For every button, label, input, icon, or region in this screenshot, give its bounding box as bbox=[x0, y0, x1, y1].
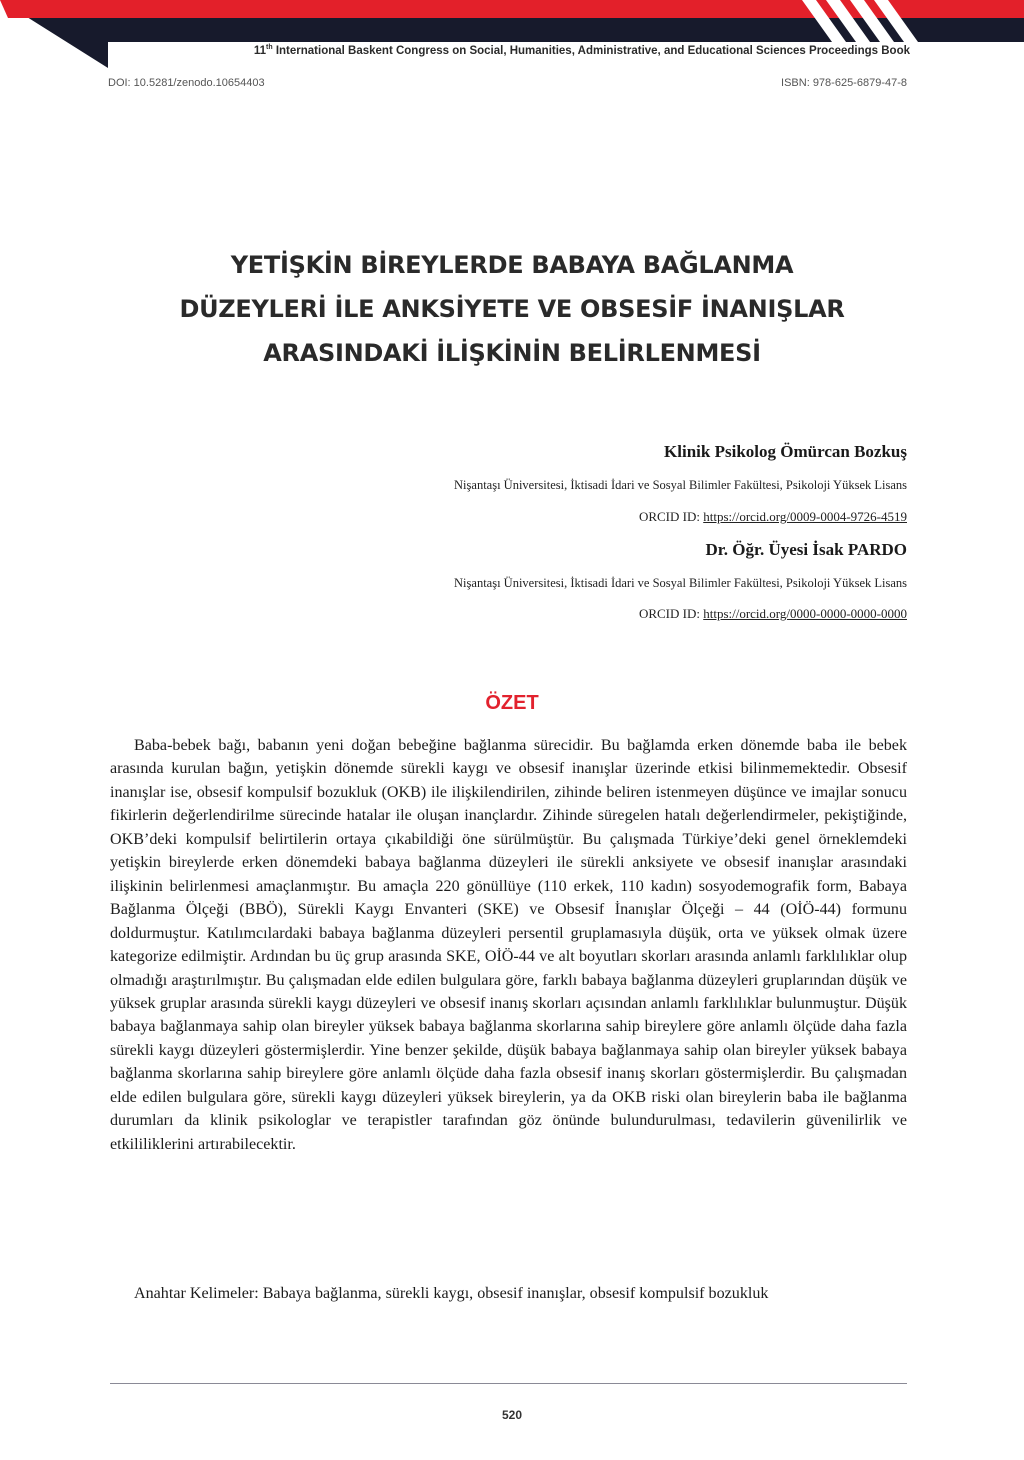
author-2-name: Dr. Öğr. Üyesi İsak PARDO bbox=[705, 540, 907, 559]
author-1-orcid bbox=[639, 509, 907, 525]
footer-divider bbox=[110, 1383, 907, 1384]
author-1-orcid-label: ORCID ID: bbox=[638, 509, 704, 524]
congress-name: International Baskent Congress on Social, Humanities, Administrative, and Educational Sciences Proceedings Book bbox=[272, 44, 910, 57]
doi-label: DOI: 10.5281/zenodo.10654403 bbox=[108, 77, 265, 89]
congress-ordinal: 11 bbox=[253, 44, 267, 57]
abstract-body: Baba-bebek bağı, babanın yeni doğan bebeğine bağlanma sürecidir. Bu bağlamda erken dönemde baba ile bebek arasında kurulan bağın, yetişkin dönemde sürekli kaygı ve obsesif inanışlar üzerinde etkisi bilinmemektedir. Obsesif inanışlar ise, obsesif kompulsif bozukluk (OKB) ile ilişkilendirilen, zihinde beliren istenmeyen düşünce ve imajlar sonucu fikirlerin değerlendirilme sürecinde hatalar ile oluşan inançlardır. Zihinde süregelen hatalı değerlendirmeler, pekiştiğinde, OKB’deki kompulsif belirtilerin ortaya çıkabildiği öne sürülmüştür. Bu çalışmada Türkiye’deki genel örneklemdeki yetişkin bireylerde erken dönemdeki babaya bağlanma düzeyleri ile sürekli anksiyete ve obsesif inanışlar arasındaki ilişkinin belirlenmesi amaçlanmıştır. Bu amaçla 220 gönüllüye (110 erkek, 110 kadın) sosyodemografik form, Babaya Bağlanma Ölçeği (BBÖ), Sürekli Kaygı Envanteri (SKE) ve Obsesif İnanışlar Ölçeği – 44 (OİÖ-44) formunu doldurmuştur. Katılımcılardaki babaya bağlanma düzeyleri persentil gruplamasıyla düşük, orta ve yüksek olmak üzere kategorize edilmiştir. Ardından bu üç grup arasında SKE, OİÖ-44 ve alt boyutları skorları arasında anlamlı farklılıklar olup olmadığı araştırılmıştır. Bu çalışmadan elde edilen bulgulara göre, farklı babaya bağlanma düzeyleri gruplarından düşük ve yüksek gruplar arasında sürekli kaygı düzeyleri ve obsesif inanış skorları açısından anlamlı farklılıklar bulunmuştur. Düşük babaya bağlanmaya sahip olan bireyler yüksek babaya bağlanma skorlarına sahip bireylere göre anlamlı ölçüde daha fazla sürekli kaygı düzeyleri göstermişlerdir. Yine benzer şekilde, düşük babaya bağlanmaya sahip olan bireyler yüksek babaya bağlanma skorlarına sahip bireylere göre anlamlı ölçüde daha fazla obsesif inanış skorları göstermişlerdir. Bu çalışmadan elde edilen bulgulara göre, sürekli kaygı düzeyleri yüksek bireylerin, ya da OKB riski olan bireylerin baba ile bağlanma durumları da klinik psikologlar ve terapistler tarafından göz önünde bulundurulması, tedavilerin güvenilirlik ve etkililiklerini artırabilecektir. bbox=[110, 737, 907, 1153]
author-2-orcid bbox=[639, 606, 907, 622]
paper-title bbox=[108, 243, 916, 375]
author-1-orcid-link[interactable]: https://orcid.org/0009-0004-9726-4519 bbox=[703, 509, 907, 524]
author-1-affiliation-block bbox=[454, 478, 907, 493]
congress-ordinal-suffix: th bbox=[266, 44, 273, 51]
proceedings-title bbox=[0, 44, 910, 57]
author-2-orcid-label: ORCID ID: bbox=[638, 606, 704, 621]
keywords: Anahtar Kelimeler: Babaya bağlanma, sürekli kaygı, obsesif inanışlar, obsesif kompulsif bozukluk bbox=[134, 1285, 769, 1302]
paper-title-line-2: DÜZEYLERİ İLE ANKSİYETE VE OBSESİF İNANIŞLAR bbox=[179, 295, 845, 323]
author-1-orcid-block bbox=[639, 509, 907, 525]
author-1-name-block bbox=[664, 442, 907, 462]
author-1-affiliation: Nişantaşı Üniversitesi, İktisadi İdari ve Sosyal Bilimler Fakültesi, Psikoloji Yüksek Lisans bbox=[454, 478, 907, 492]
author-1-name: Klinik Psikolog Ömürcan Bozkuş bbox=[664, 442, 907, 461]
page-number: 520 bbox=[501, 1408, 523, 1422]
author-2-orcid-link[interactable]: https://orcid.org/0000-0000-0000-0000 bbox=[703, 606, 907, 621]
abstract-heading: ÖZET bbox=[485, 692, 539, 714]
author-2-affiliation-block bbox=[454, 576, 907, 591]
isbn-label: ISBN: 978-625-6879-47-8 bbox=[781, 77, 907, 89]
author-2-name-block bbox=[706, 540, 908, 560]
author-2-affiliation: Nişantaşı Üniversitesi, İktisadi İdari ve Sosyal Bilimler Fakültesi, Psikoloji Yüksek Lisans bbox=[454, 576, 907, 590]
paper-title-line-1: YETİŞKİN BİREYLERDE BABAYA BAĞLANMA bbox=[230, 251, 794, 279]
paper-title-line-3: ARASINDAKİ İLİŞKİNİN BELİRLENMESİ bbox=[263, 339, 761, 367]
author-2-orcid-block bbox=[639, 606, 907, 622]
